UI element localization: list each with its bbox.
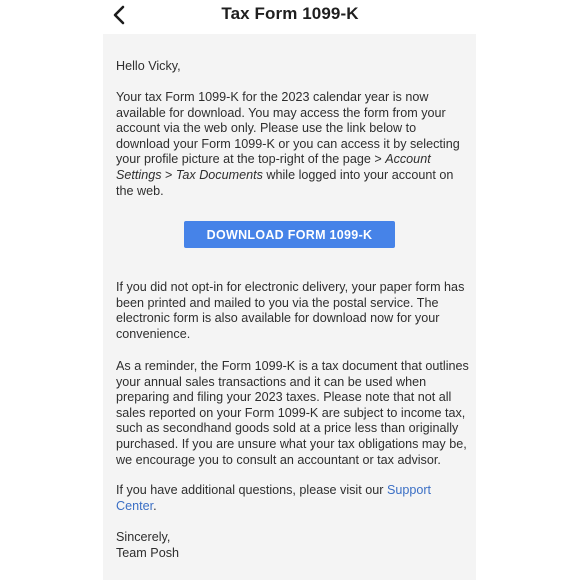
availability-text-end: while logged into your account on the web. — [116, 167, 454, 198]
availability-paragraph — [116, 90, 471, 199]
path-separator: > — [161, 167, 176, 182]
questions-text-end: . — [153, 498, 157, 513]
delivery-paragraph: If you did not opt-in for electronic delivery, your paper form has been printed and mailed to you via the postal service. The electronic form is also available for download now for your convenience. — [116, 280, 465, 341]
page-title: Tax Form 1099-K — [221, 4, 359, 23]
tax-documents-path: Tax Documents — [175, 167, 263, 182]
email-body — [103, 34, 476, 580]
nav-header — [0, 0, 580, 34]
left-margin — [0, 34, 103, 580]
questions-paragraph — [116, 483, 471, 514]
download-form-button[interactable]: DOWNLOAD FORM 1099-K — [184, 221, 395, 248]
signature: Team Posh — [116, 546, 179, 560]
availability-text: Your tax Form 1099-K for the 2023 calendar year is now available for download. You may access the form from your account via the web only. Please use the link below to download your Form 1099-K or you can access it by selecting your profile picture at the top-right of the page > — [116, 90, 460, 167]
right-margin — [476, 34, 580, 580]
greeting: Hello Vicky, — [116, 59, 181, 73]
reminder-paragraph: As a reminder, the Form 1099-K is a tax document that outlines your annual sales transactions and it can be used when preparing and filing your 2023 taxes. Please note that not all sales reported on your Form 1099-K are subject to income tax, such as secondhand goods sold at a price less than originally purchased. If you are unsure what your tax obligations may be, we encourage you to consult an accountant or tax advisor. — [116, 359, 469, 467]
questions-text: If you have additional questions, please visit our — [116, 483, 387, 497]
signoff: Sincerely, — [116, 530, 171, 544]
account-settings-path: Account Settings — [116, 152, 431, 182]
support-center-link[interactable]: Support Center — [116, 483, 432, 513]
